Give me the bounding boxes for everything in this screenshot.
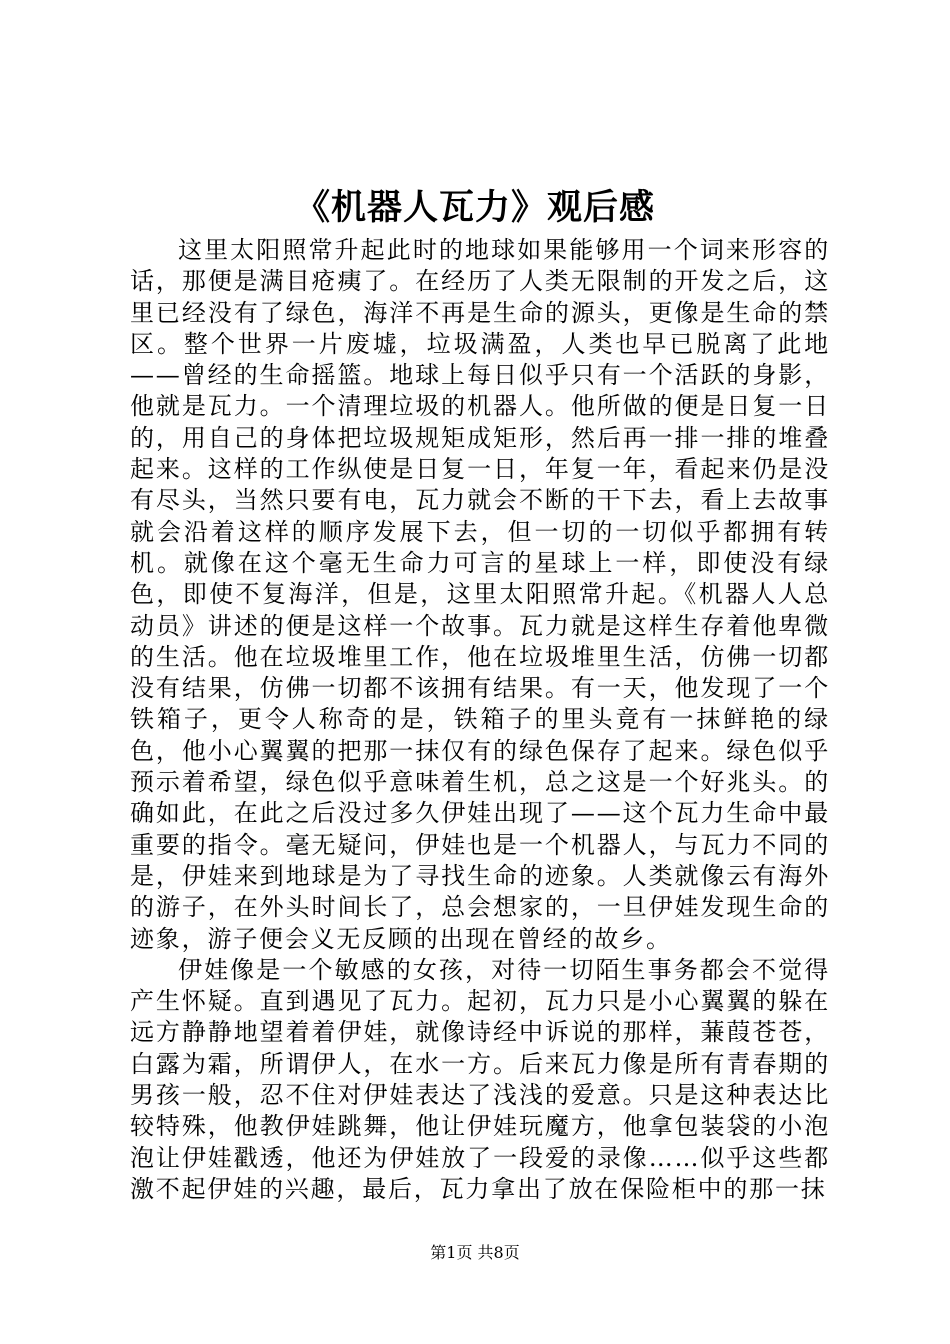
document-title: 《机器人瓦力》观后感 xyxy=(294,187,655,228)
paragraph-1: 这里太阳照常升起此时的地球如果能够用一个词来形容的话，那便是满目疮痍了。在经历了人类无限制的开发之后，这里已经没有了绿色，海洋不再是生命的源头，更像是生命的禁区。整个世界一片废墟，垃圾满盈，人类也早已脱离了此地——曾经的生命摇篮。地球上每日似乎只有一个活跃的身影，他就是瓦力。一个清理垃圾的机器人。他所做的便是日复一日的，用自己的身体把垃圾规矩成矩形，然后再一排一排的堆叠起来。这样的工作纵使是日复一日，年复一年，看起来仍是没有尽头，当然只要有电，瓦力就会不断的干下去，看上去故事就会沿着这样的顺序发展下去，但一切的一切似乎都拥有转机。就像在这个毫无生命力可言的星球上一样，即使没有绿色，即使不复海洋，但是，这里太阳照常升起。《机器人人总动员》讲述的便是这样一个故事。瓦力就是这样生存着他卑微的生活。他在垃圾堆里工作，他在垃圾堆里生活，仿佛一切都没有结果，仿佛一切都不该拥有结果。有一天，他发现了一个铁箱子，更令人称奇的是，铁箱子的里头竟有一抹鲜艳的绿色，他小心翼翼的把那一抹仅有的绿色保存了起来。绿色似乎预示着希望，绿色似乎意味着生机，总之这是一个好兆头。的确如此，在此之后没过多久伊娃出现了——这个瓦力生命中最重要的指令。毫无疑问，伊娃也是一个机器人，与瓦力不同的是，伊娃来到地球是为了寻找生命的迹象。人类就像云有海外的游子，在外头时间长了，总会想家的，一旦伊娃发现生命的迹象，游子便会义无反顾的出现在曾经的故乡。 xyxy=(130,236,830,953)
document-body xyxy=(130,235,830,1205)
page-number-footer: 第1页 共8页 xyxy=(430,1243,520,1262)
paragraph-2: 伊娃像是一个敏感的女孩，对待一切陌生事务都会不觉得产生怀疑。直到遇见了瓦力。起初，瓦力只是小心翼翼的躲在远方静静地望着着伊娃，就像诗经中诉说的那样，蒹葭苍苍，白露为霜，所谓伊人，在水一方。后来瓦力像是所有青春期的男孩一般，忍不住对伊娃表达了浅浅的爱意。只是这种表达比较特殊，他教伊娃跳舞，他让伊娃玩魔方，他拿包装袋的小泡泡让伊娃戳透，他还为伊娃放了一段爱的录像……似乎这些都激不起伊娃的兴趣，最后，瓦力拿出了放在保险柜中的那一抹 xyxy=(130,955,830,1203)
